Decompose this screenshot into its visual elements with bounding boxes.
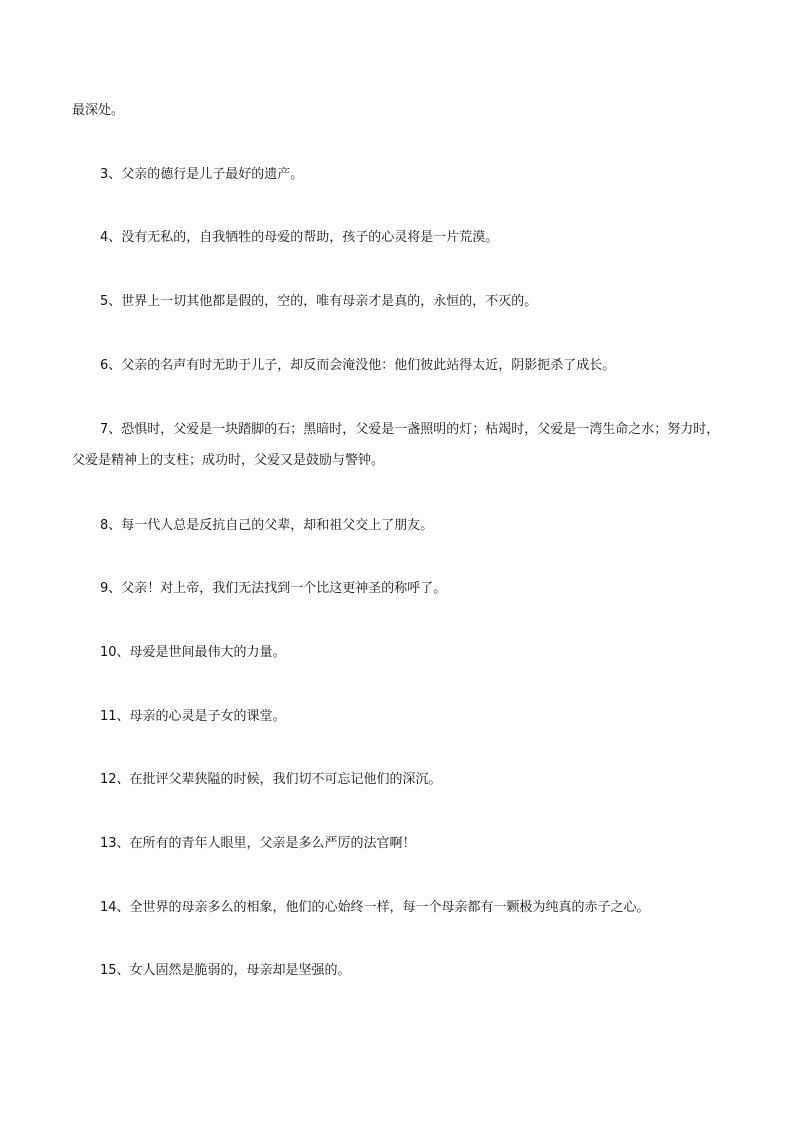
quote-item-13: 13、在所有的青年人眼里，父亲是多么严厉的法官啊！ [100, 836, 416, 851]
quote-item-3: 3、父亲的德行是儿子最好的遗产。 [100, 167, 304, 182]
quote-item-8: 8、每一代人总是反抗自己的父辈，却和祖父交上了朋友。 [100, 518, 434, 533]
quote-item-9: 9、父亲！对上帝，我们无法找到一个比这更神圣的称呼了。 [100, 581, 447, 596]
quote-item-14: 14、全世界的母亲多么的相象，他们的心始终一样，每一个母亲都有一颗极为纯真的赤子之心。 [100, 900, 650, 915]
quote-item-10: 10、母爱是世间最伟大的力量。 [100, 645, 286, 660]
quote-item-6: 6、父亲的名声有时无助于儿子，却反而会淹没他：他们彼此站得太近，阴影扼杀了成长。 [100, 358, 616, 373]
quote-item-15: 15、女人固然是脆弱的，母亲却是坚强的。 [100, 963, 351, 978]
continuation-text: 最深处。 [72, 103, 125, 118]
quote-item-5: 5、世界上一切其他都是假的，空的，唯有母亲才是真的，永恒的，不灭的。 [100, 294, 538, 309]
quote-item-4: 4、没有无私的，自我牺牲的母爱的帮助，孩子的心灵将是一片荒漠。 [100, 230, 499, 245]
quote-item-12: 12、在批评父辈狭隘的时候，我们切不可忘记他们的深沉。 [100, 772, 442, 787]
quote-item-7: 7、恐惧时，父爱是一块踏脚的石；黑暗时，父爱是一盏照明的灯；枯竭时，父爱是一湾生命之水；努力时，父爱是精神上的支柱；成功时，父爱又是鼓励与警钟。 [72, 422, 720, 468]
quote-item-11: 11、母亲的心灵是子女的课堂。 [100, 709, 286, 724]
